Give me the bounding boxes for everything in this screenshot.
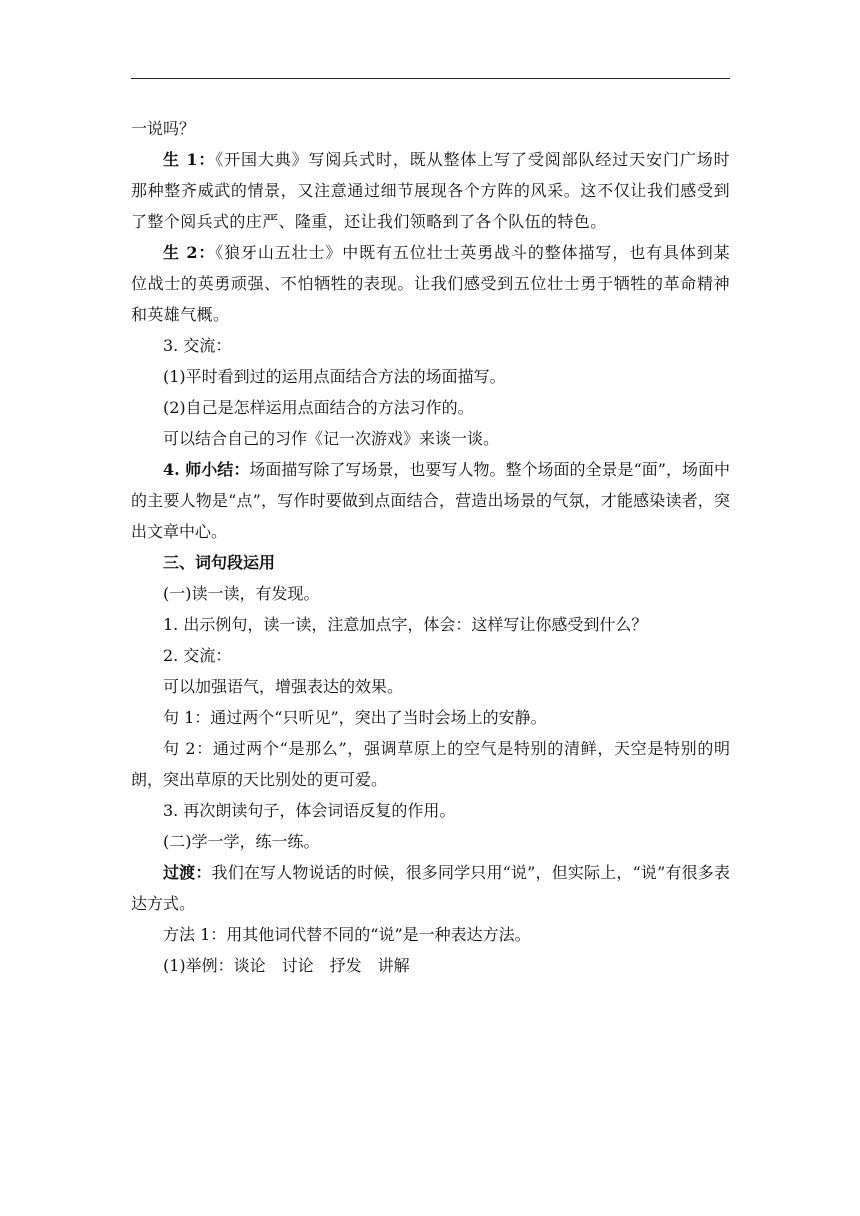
speaker-label: 生 2： (163, 243, 216, 262)
paragraph-text: 可以加强语气，增强表达的效果。 (163, 677, 404, 696)
paragraph-step-1 (131, 609, 730, 640)
paragraph-transition (131, 857, 730, 919)
paragraph-text: (1)举例：谈论 讨论 抒发 讲解 (163, 956, 410, 975)
paragraph-question-end (131, 113, 730, 144)
summary-label: 4. 师小结： (163, 460, 250, 479)
paragraph-text: 《狼牙山五壮士》中既有五位壮士英勇战斗的整体描写，也有具体到某位战士的英勇顽强、不怕牺牲的表现。让我们感受到五位壮士勇于牺牲的革命精神和英雄气概。 (131, 243, 730, 324)
paragraph-text: 3. 交流： (163, 336, 232, 355)
paragraph-text: 可以结合自己的习作《记一次游戏》来谈一谈。 (163, 429, 500, 448)
paragraph-text: 1. 出示例句，读一读，注意加点字，体会：这样写让你感受到什么？ (163, 615, 648, 634)
paragraph-exchange-heading (131, 330, 730, 361)
paragraph-text: 2. 交流： (163, 646, 232, 665)
section-heading (131, 547, 730, 578)
paragraph-text: 3. 再次朗读句子，体会词语反复的作用。 (163, 801, 456, 820)
paragraph-text: 一说吗？ (131, 119, 196, 138)
paragraph-student-2 (131, 237, 730, 330)
paragraph-effect (131, 671, 730, 702)
paragraph-text: 场面描写除了写场景，也要写人物。整个场面的全景是“面”，场面中的主要人物是“点”，写作时要做到点面结合，营造出场景的气氛，才能感染读者，突出文章中心。 (131, 460, 730, 541)
paragraph-text: (2)自己是怎样运用点面结合的方法习作的。 (163, 398, 474, 417)
paragraph-text: 方法 1：用其他词代替不同的“说”是一种表达方法。 (163, 925, 531, 944)
paragraph-sentence-1 (131, 702, 730, 733)
speaker-label: 生 1： (163, 150, 216, 169)
paragraph-text: (1)平时看到过的运用点面结合方法的场面描写。 (163, 367, 506, 386)
paragraph-text: 《开国大典》写阅兵式时，既从整体上写了受阅部队经过天安门广场时那种整齐威武的情景，又注意通过细节展现各个方阵的风采。这不仅让我们感受到了整个阅兵式的庄严、隆重，还让我们领略到了各个队伍的特色。 (131, 150, 730, 231)
paragraph-subsection-1 (131, 578, 730, 609)
paragraph-method-1 (131, 919, 730, 950)
document-body (131, 113, 730, 981)
transition-label: 过渡： (163, 863, 212, 882)
paragraph-step-3 (131, 795, 730, 826)
paragraph-exchange-item-2 (131, 392, 730, 423)
section-title: 三、词句段运用 (163, 553, 276, 572)
paragraph-exchange-note (131, 423, 730, 454)
paragraph-text: 我们在写人物说话的时候，很多同学只用“说”，但实际上，“说”有很多表达方式。 (131, 863, 730, 913)
paragraph-teacher-summary (131, 454, 730, 547)
paragraph-sentence-2 (131, 733, 730, 795)
paragraph-text: 句 1：通过两个“只听见”，突出了当时会场上的安静。 (163, 708, 547, 727)
paragraph-text: (二)学一学，练一练。 (163, 832, 320, 851)
paragraph-exchange-item-1 (131, 361, 730, 392)
paragraph-example (131, 950, 730, 981)
paragraph-step-2 (131, 640, 730, 671)
paragraph-student-1 (131, 144, 730, 237)
paragraph-text: 句 2：通过两个“是那么”，强调草原上的空气是特别的清鲜，天空是特别的明朗，突出草原的天比别处的更可爱。 (131, 739, 730, 789)
paragraph-subsection-2 (131, 826, 730, 857)
header-rule (131, 78, 730, 79)
paragraph-text: (一)读一读，有发现。 (163, 584, 320, 603)
